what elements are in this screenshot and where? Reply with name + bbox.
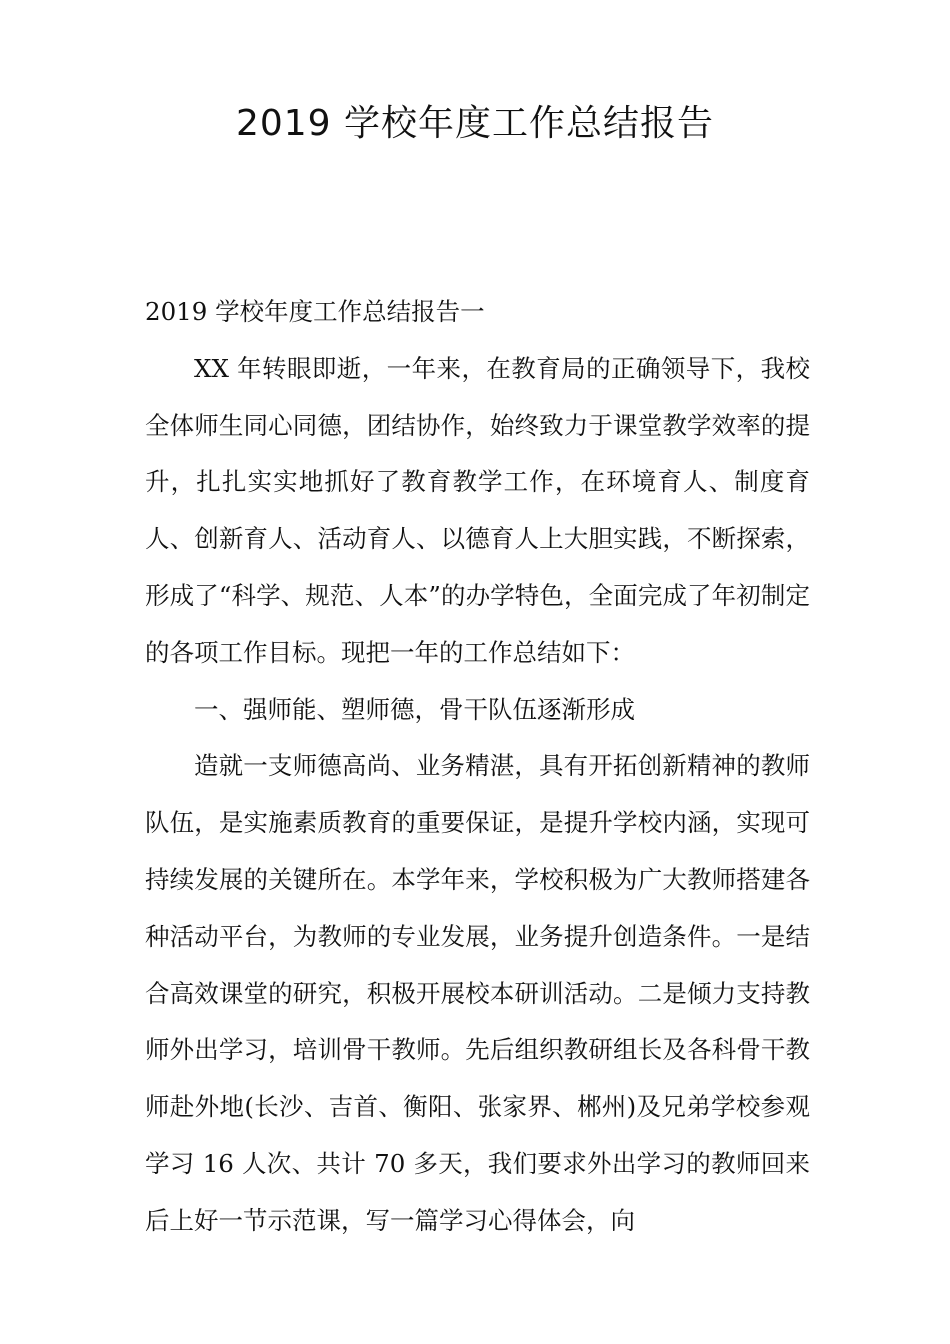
paragraph-teachers: 造就一支师德高尚、业务精湛，具有开拓创新精神的教师队伍，是实施素质教育的重要保证，是提升学校内涵，实现可持续发展的关键所在。本学年来，学校积极为广大教师搭建各种活动平台，为教师的专业发展，业务提升创造条件。一是结合高效课堂的研究，积极开展校本研训活动。二是倾力支持教师外出学习，培训骨干教师。先后组织教研组长及各科骨干教师赴外地(长沙、吉首、衡阳、张家界、郴州)及兄弟学校参观学习 16 人次、共计 70 多天，我们要求外出学习的教师回来后上好一节示范课，写一篇学习心得体会，向 bbox=[145, 751, 810, 1235]
document-title: 2019 学校年度工作总结报告 bbox=[235, 103, 715, 144]
section-subtitle: 2019 学校年度工作总结报告一 bbox=[145, 297, 485, 326]
paragraph-intro: XX 年转眼即逝，一年来，在教育局的正确领导下，我校全体师生同心同德，团结协作，始终致力于课堂教学效率的提升，扎扎实实地抓好了教育教学工作，在环境育人、制度育人、创新育人、活动育人、以德育人上大胆实践，不断探索，形成了“科学、规范、人本”的办学特色，全面完成了年初制定的各项工作目标。现把一年的工作总结如下： bbox=[145, 353, 810, 667]
document-body bbox=[145, 284, 810, 1250]
section-heading-1: 一、强师能、塑师德，骨干队伍逐渐形成 bbox=[194, 694, 635, 724]
